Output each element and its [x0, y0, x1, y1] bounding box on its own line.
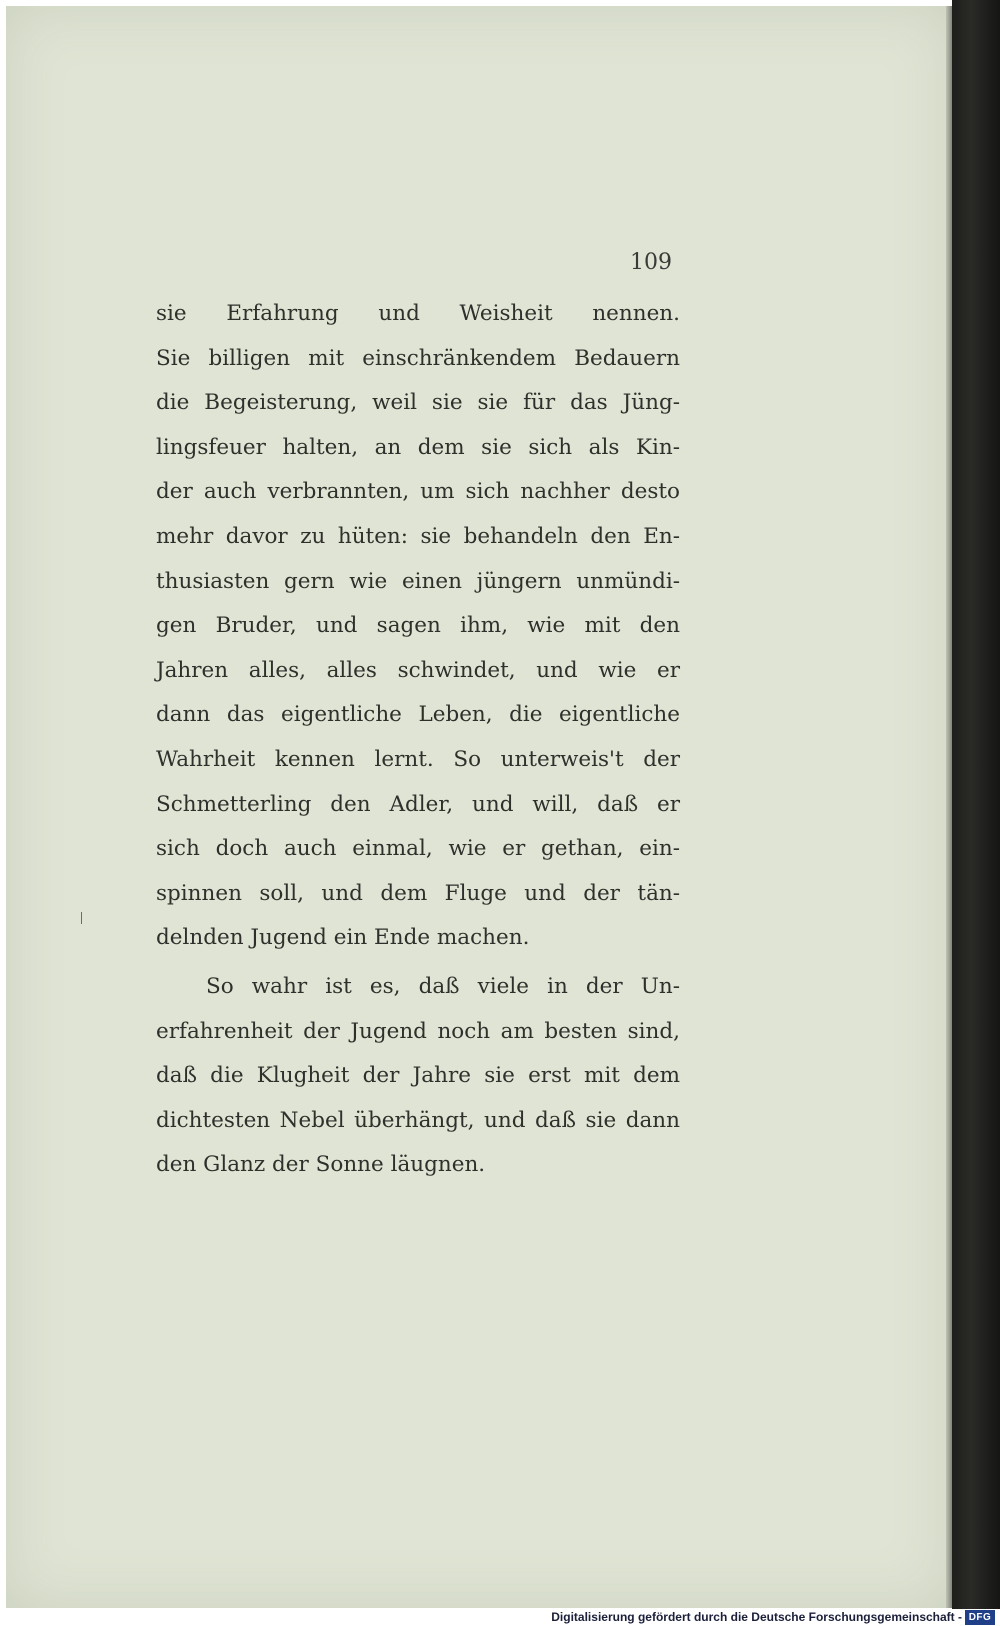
book-spine [952, 0, 1000, 1609]
text-line: erfahrenheit der Jugend noch am besten sind, [156, 1018, 680, 1044]
body-text [156, 292, 680, 1188]
text-line: gen Bruder, und sagen ihm, wie mit den [156, 613, 680, 639]
text-line: die Begeisterung, weil sie sie für das Jüng- [156, 390, 680, 416]
text-line: der auch verbrannten, um sich nachher desto [156, 479, 680, 505]
text-line: So wahr ist es, daß viele in der Un- [206, 973, 680, 999]
margin-mark [81, 912, 82, 924]
text-line: delnden Jugend ein Ende machen. [156, 925, 530, 951]
paragraph-2 [156, 965, 680, 1188]
text-line: den Glanz der Sonne läugnen. [156, 1152, 486, 1178]
text-line: spinnen soll, und dem Fluge und der tän- [156, 880, 680, 906]
book-page [6, 6, 952, 1608]
text-line: sich doch auch einmal, wie er gethan, ein- [156, 836, 680, 862]
text-line: mehr davor zu hüten: sie behandeln den En- [156, 523, 680, 549]
funding-credit: Digitalisierung gefördert durch die Deutsche Forschungsgemeinschaft - [551, 1610, 962, 1624]
text-line: thusiasten gern wie einen jüngern unmündi- [156, 568, 680, 594]
dfg-logo: DFG [965, 1610, 995, 1625]
digitization-footer [0, 1609, 1000, 1626]
text-line: dichtesten Nebel überhängt, und daß sie dann [156, 1107, 680, 1133]
text-line: Sie billigen mit einschränkendem Bedauern [156, 345, 680, 371]
text-line: daß die Klugheit der Jahre sie erst mit dem [156, 1063, 680, 1089]
page-number: 109 [630, 250, 672, 275]
text-line: Wahrheit kennen lernt. So unterweis't der [156, 746, 680, 772]
text-line: dann das eigentliche Leben, die eigentliche [156, 702, 680, 728]
text-line: lingsfeuer halten, an dem sie sich als Kin- [156, 434, 680, 460]
text-line: Jahren alles, alles schwindet, und wie er [156, 657, 680, 683]
text-line: Schmetterling den Adler, und will, daß er [156, 791, 680, 817]
text-line: sie Erfahrung und Weisheit nennen. [156, 301, 680, 326]
paragraph-1 [156, 292, 680, 961]
